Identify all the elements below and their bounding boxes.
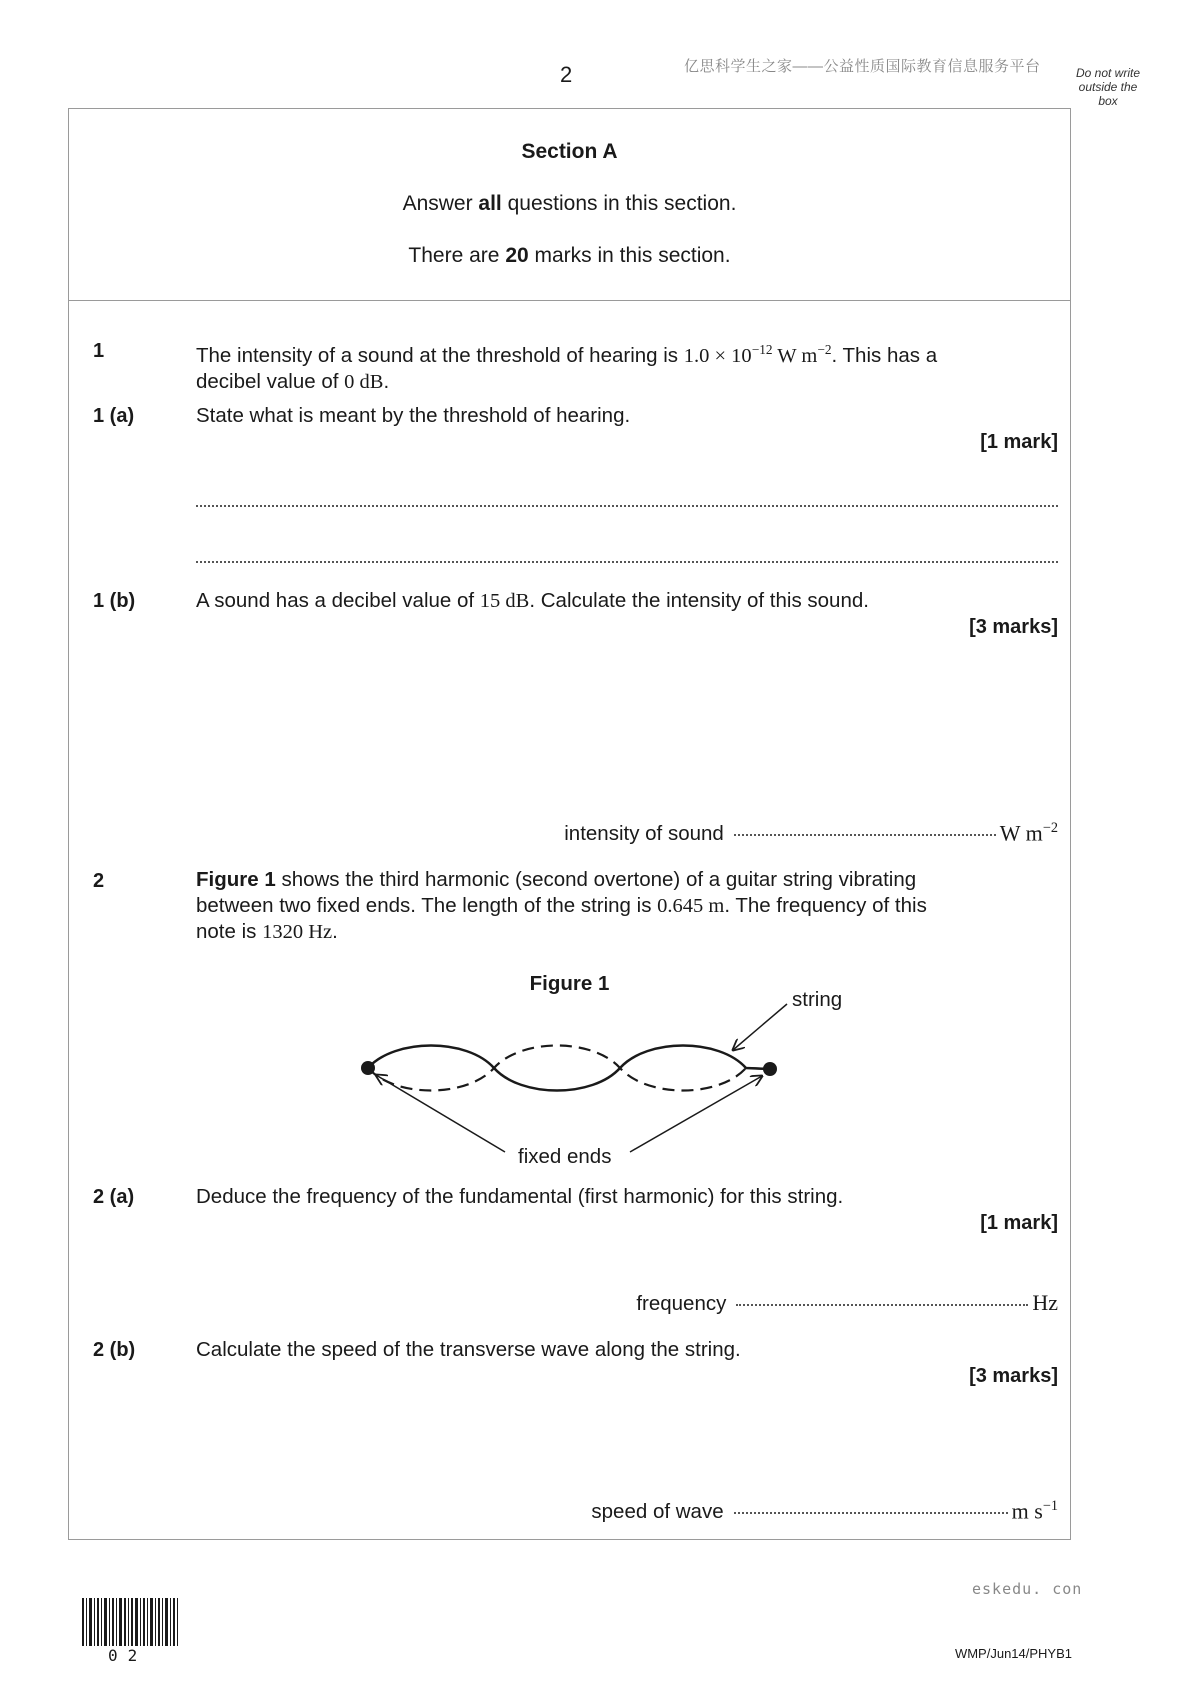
margin-note: Do not write outside the box	[1075, 66, 1141, 108]
q2a-text: Deduce the frequency of the fundamental (first harmonic) for this string.	[196, 1185, 844, 1208]
q2-stem: Figure 1 shows the third harmonic (second overtone) of a guitar string vibrating between two fixed ends. The length of the string is 0.645 m. The frequency of this note is 1320 Hz.	[196, 868, 927, 943]
arrow-left-end	[376, 1075, 505, 1152]
section-instruction: Answer all questions in this section.	[402, 192, 737, 215]
section-marks-note: There are 20 marks in this section.	[408, 244, 731, 267]
q2a-answer-unit: Hz	[1032, 1290, 1058, 1315]
figure-label-fixed-ends: fixed ends	[518, 1145, 612, 1168]
q2a-number: 2 (a)	[93, 1186, 135, 1208]
arrow-string	[733, 1004, 787, 1050]
q1-stem: The intensity of a sound at the threshold of hearing is $1.0 \times 10^{-12}$ W $m^{-2}$. This has a decibel value of 0 dB.	[196, 342, 938, 393]
barcode	[82, 1598, 178, 1646]
q1a-number: 1 (a)	[93, 405, 135, 427]
string-dashed	[368, 1046, 770, 1091]
figure-label-string: string	[792, 988, 843, 1011]
q1b-answer-unit: W $m^{-2}$	[999, 820, 1058, 846]
fixed-end-right	[763, 1062, 777, 1076]
q2b-answer-unit: m $s^{-1}$	[1011, 1498, 1058, 1524]
q2b-marks: [3 marks]	[969, 1365, 1058, 1387]
q2a-answer[interactable]	[636, 1290, 1058, 1316]
page-number: 2	[560, 62, 573, 87]
q2a-answer-field[interactable]	[736, 1304, 1028, 1306]
q2b-text: Calculate the speed of the transverse wave along the string.	[196, 1338, 741, 1361]
string-solid	[368, 1046, 770, 1091]
q1b-marks: [3 marks]	[969, 616, 1058, 638]
footer-watermark: eskedu. con	[972, 1580, 1083, 1598]
paper-code: WMP/Jun14/PHYB1	[954, 1646, 1072, 1661]
q1a-text: State what is meant by the threshold of hearing.	[196, 404, 631, 427]
q2b-answer-field[interactable]	[734, 1512, 1008, 1514]
q1b-answer-label: intensity of sound	[564, 822, 724, 846]
q1b-text: A sound has a decibel value of 15 dB. Calculate the intensity of this sound.	[196, 589, 869, 612]
q2b-answer[interactable]	[591, 1498, 1058, 1524]
arrow-right-end	[630, 1076, 762, 1152]
barcode-number: 02	[108, 1646, 148, 1665]
q1-number: 1	[93, 340, 105, 362]
q1b-number: 1 (b)	[93, 590, 136, 612]
figure-1-title: Figure 1	[529, 972, 610, 995]
q2a-marks: [1 mark]	[980, 1212, 1058, 1234]
fixed-end-left	[361, 1061, 375, 1075]
q2b-number: 2 (b)	[93, 1339, 136, 1361]
q2-number: 2	[93, 870, 105, 892]
q1a-marks: [1 mark]	[980, 431, 1058, 453]
section-title: Section A	[521, 140, 618, 163]
q2b-answer-label: speed of wave	[591, 1500, 724, 1524]
q2a-answer-label: frequency	[636, 1292, 727, 1315]
platform-watermark: 亿思科学生之家——公益性质国际教育信息服务平台	[684, 58, 1041, 75]
